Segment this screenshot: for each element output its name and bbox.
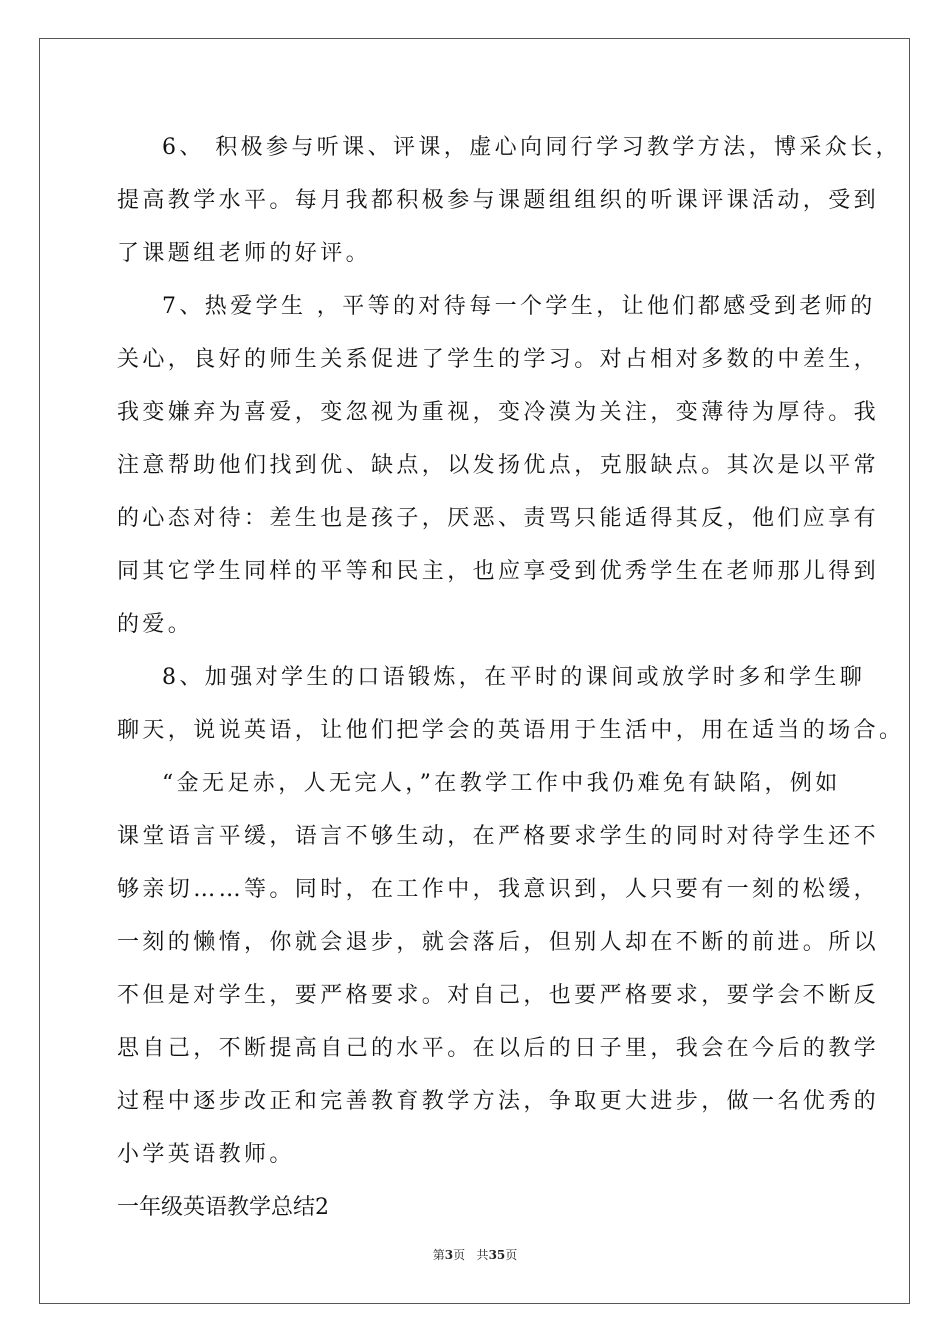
page-number: 3 (444, 1248, 454, 1262)
page-footer (0, 1247, 950, 1263)
text-line: 的爱。 (117, 612, 194, 637)
total-suffix: 页 (505, 1248, 518, 1262)
text-line: 关心，良好的师生关系促进了学生的学习。对占相对多数的中差生， (117, 347, 880, 372)
page-prefix: 第 (432, 1248, 445, 1262)
text-line: “金无足赤，人无完人，”在教学工作中我仍难免有缺陷，例如 (162, 771, 841, 796)
total-pages: 35 (488, 1248, 506, 1262)
text-line: 注意帮助他们找到优、缺点，以发扬优点，克服缺点。其次是以平常 (117, 453, 880, 478)
text-line: 够亲切……等。同时，在工作中，我意识到，人只要有一刻的松缓， (117, 877, 880, 902)
text-line: 一刻的懒惰，你就会退步，就会落后，但别人却在不断的前进。所以 (117, 930, 880, 955)
text-line: 同其它学生同样的平等和民主，也应享受到优秀学生在老师那儿得到 (117, 559, 880, 584)
text-line: 8、加强对学生的口语锻炼，在平时的课间或放学时多和学生聊 (162, 665, 866, 690)
text-line: 6、 积极参与听课、评课，虚心向同行学习教学方法，博采众长， (162, 135, 901, 160)
page-suffix: 页 (453, 1248, 466, 1262)
text-line: 了课题组老师的好评。 (117, 241, 372, 266)
text-line: 过程中逐步改正和完善教育教学方法，争取更大进步，做一名优秀的 (117, 1089, 880, 1114)
text-line: 聊天，说说英语，让他们把学会的英语用于生活中，用在适当的场合。 (117, 718, 905, 743)
text-line: 思自己，不断提高自己的水平。在以后的日子里，我会在今后的教学 (117, 1036, 880, 1061)
text-line: 提高教学水平。每月我都积极参与课题组组织的听课评课活动，受到 (117, 188, 880, 213)
text-line: 我变嫌弃为喜爱，变忽视为重视，变冷漠为关注，变薄待为厚待。我 (117, 400, 880, 425)
text-line: 的心态对待：差生也是孩子，厌恶、责骂只能适得其反，他们应享有 (117, 506, 880, 531)
section-heading: 一年级英语教学总结2 (117, 1195, 329, 1220)
text-line: 不但是对学生，要严格要求。对自己，也要严格要求，要学会不断反 (117, 983, 880, 1008)
text-line: 小学英语教师。 (117, 1142, 295, 1167)
text-line: 7、热爱学生 ，平等的对待每一个学生，让他们都感受到老师的 (162, 294, 876, 319)
total-prefix: 共 (476, 1248, 489, 1262)
text-line: 课堂语言平缓，语言不够生动，在严格要求学生的同时对待学生还不 (117, 824, 880, 849)
